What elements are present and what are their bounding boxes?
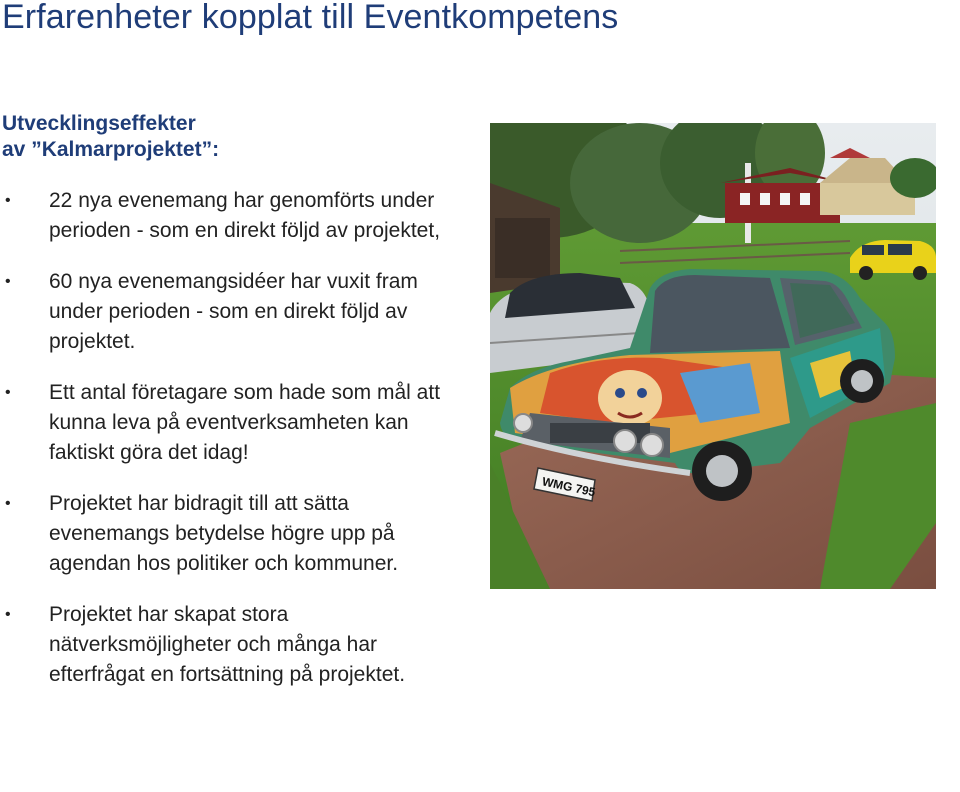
bullet-icon: •	[5, 384, 11, 401]
bullet-item	[0, 600, 470, 690]
bullet-text: Projektet har bidragit till att sätta evenemangs betydelse högre upp på agendan hos politiker och kommuner.	[49, 492, 399, 575]
bullet-item	[0, 186, 470, 246]
subtitle-line-2: av ”Kalmarprojektet”:	[2, 138, 220, 161]
slide-title: Erfarenheter kopplat till Eventkompetens	[2, 0, 619, 36]
bullet-text: 60 nya evenemangsidéer har vuxit fram under perioden - som en direkt följd av projektet.	[49, 270, 418, 353]
bullet-icon: •	[5, 495, 11, 512]
bullet-item	[0, 267, 470, 357]
bullet-icon: •	[5, 606, 11, 623]
bullet-item	[0, 489, 470, 579]
bullet-text: Projektet har skapat stora nätverksmöjligheter och många har efterfrågat en fortsättning på projektet.	[49, 603, 406, 686]
bullet-icon: •	[5, 273, 11, 290]
bullet-item	[0, 378, 470, 468]
bullet-icon: •	[5, 192, 11, 209]
bullet-text: 22 nya evenemang har genomförts under perioden - som en direkt följd av projektet,	[49, 189, 441, 242]
license-plate-text: WMG 795	[540, 474, 597, 500]
bullet-text: Ett antal företagare som hade som mål att kunna leva på eventverksamheten kan faktiskt göra det idag!	[49, 381, 441, 464]
painted-car-photo	[490, 123, 936, 589]
subtitle-line-1: Utvecklingseffekter	[2, 112, 196, 135]
bullet-list	[0, 186, 470, 711]
slide-subtitle	[2, 111, 219, 163]
